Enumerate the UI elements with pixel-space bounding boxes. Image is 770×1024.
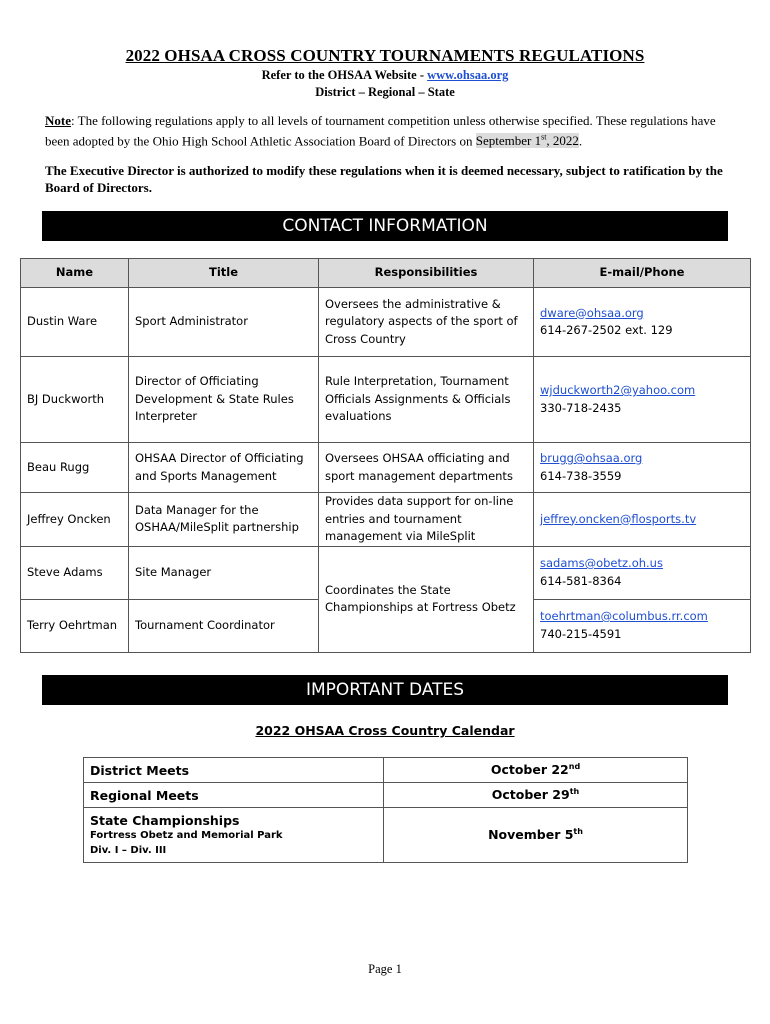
page-number: Page 1 (368, 962, 402, 976)
contact-name: Beau Rugg (21, 443, 129, 493)
note-label: Note (45, 113, 71, 128)
event-divisions: Div. I – Div. III (90, 844, 167, 856)
event-venue: Fortress Obetz and Memorial Park (90, 829, 283, 841)
website-reference (0, 68, 770, 83)
contact-name: Jeffrey Oncken (21, 493, 129, 547)
document-title: 2022 OHSAA CROSS COUNTRY TOURNAMENTS REGULATIONS (125, 46, 645, 65)
contact-email[interactable]: wjduckworth2@yahoo.com (540, 383, 696, 397)
event-name: State Championships (90, 812, 240, 828)
contact-title: Tournament Coordinator (129, 599, 319, 652)
website-prefix: Refer to the OHSAA Website - (261, 68, 428, 82)
event-date-main: October 22 (490, 762, 569, 778)
contact-responsibilities: Oversees the administrative & regulatory aspects of the sport of Cross Country (319, 288, 534, 357)
contact-responsibilities: Oversees OHSAA officiating and sport management departments (319, 443, 534, 493)
contact-email[interactable]: sadams@obetz.oh.us (540, 556, 663, 570)
contact-name: Terry Oehrtman (21, 599, 129, 652)
table-row (84, 808, 688, 863)
event-date-sup: th (573, 827, 583, 837)
contact-email-phone (534, 357, 751, 443)
contact-email[interactable]: jeffrey.oncken@flosports.tv (540, 511, 697, 526)
contact-title: Site Manager (129, 546, 319, 599)
contact-title: OHSAA Director of Officiating and Sports Management (129, 443, 319, 493)
contact-email-phone (534, 493, 751, 547)
header-name: Name (21, 259, 129, 288)
note-text: : The following regulations apply to all levels of tournament competition unless otherwise specified. These regulations have been adopted by the Ohio High School Athletic Association Board of Directors on (45, 113, 716, 149)
tournament-levels: District – Regional – State (315, 85, 455, 99)
contact-title: Director of Officiating Development & State Rules Interpreter (129, 357, 319, 443)
header-responsibilities: Responsibilities (319, 259, 534, 288)
contact-email[interactable]: dware@ohsaa.org (540, 305, 644, 320)
event-name: District Meets (84, 758, 384, 783)
contact-phone: 614-267-2502 ext. 129 (540, 323, 673, 337)
contact-responsibilities: Rule Interpretation, Tournament Officials Assignments & Officials evaluations (319, 357, 534, 443)
table-row (84, 783, 688, 808)
note-end: . (578, 133, 583, 149)
calendar-table (83, 757, 688, 863)
contact-name: BJ Duckworth (21, 357, 129, 443)
event-date (384, 758, 688, 783)
adoption-date-tail: , 2022 (546, 133, 579, 149)
table-row (21, 546, 751, 599)
contact-email[interactable]: toehrtman@columbus.rr.com (540, 609, 708, 623)
event-date (384, 808, 688, 863)
contact-email-phone (534, 443, 751, 493)
contact-email-phone (534, 599, 751, 652)
contact-table (20, 258, 751, 653)
table-row (21, 357, 751, 443)
contact-name: Dustin Ware (21, 288, 129, 357)
contact-phone: 614-738-3559 (540, 468, 622, 483)
contact-responsibilities: Provides data support for on-line entries and tournament management via MileSplit (319, 493, 534, 547)
contact-email[interactable]: brugg@ohsaa.org (540, 451, 643, 465)
contact-email-phone (534, 288, 751, 357)
event-name: Regional Meets (84, 783, 384, 808)
event-date-main: November 5 (488, 827, 574, 843)
event-date-main: October 29 (491, 787, 570, 803)
contact-phone: 614-581-8364 (540, 573, 622, 588)
table-row (21, 288, 751, 357)
event-date (384, 783, 688, 808)
header-email-phone: E-mail/Phone (534, 259, 751, 288)
executive-director-note: The Executive Director is authorized to modify these regulations when it is deemed necessary, subject to ratification by the Board of Directors. (45, 163, 723, 195)
website-link[interactable]: www.ohsaa.org (427, 68, 509, 82)
adoption-date-sup: st (541, 133, 547, 142)
dates-section-header: IMPORTANT DATES (42, 675, 728, 705)
contact-header-row (21, 259, 751, 288)
contact-section-header: CONTACT INFORMATION (42, 211, 728, 241)
adoption-date-main: September 1 (475, 133, 542, 149)
event-date-sup: nd (568, 762, 581, 772)
contact-responsibilities: Coordinates the State Championships at Fortress Obetz (319, 546, 534, 652)
table-row (84, 758, 688, 783)
contact-title: Sport Administrator (129, 288, 319, 357)
contact-name: Steve Adams (21, 546, 129, 599)
contact-phone: 330-718-2435 (540, 400, 622, 415)
note-paragraph (45, 112, 735, 149)
event-name-cell (84, 808, 384, 863)
contact-email-phone (534, 546, 751, 599)
contact-title: Data Manager for the OSHAA/MileSplit partnership (129, 493, 319, 547)
table-row (21, 443, 751, 493)
calendar-title: 2022 OHSAA Cross Country Calendar (255, 723, 515, 738)
adoption-date (476, 133, 579, 148)
header-title: Title (129, 259, 319, 288)
table-row (21, 493, 751, 547)
event-date-sup: th (569, 787, 580, 797)
contact-phone: 740-215-4591 (540, 626, 622, 641)
